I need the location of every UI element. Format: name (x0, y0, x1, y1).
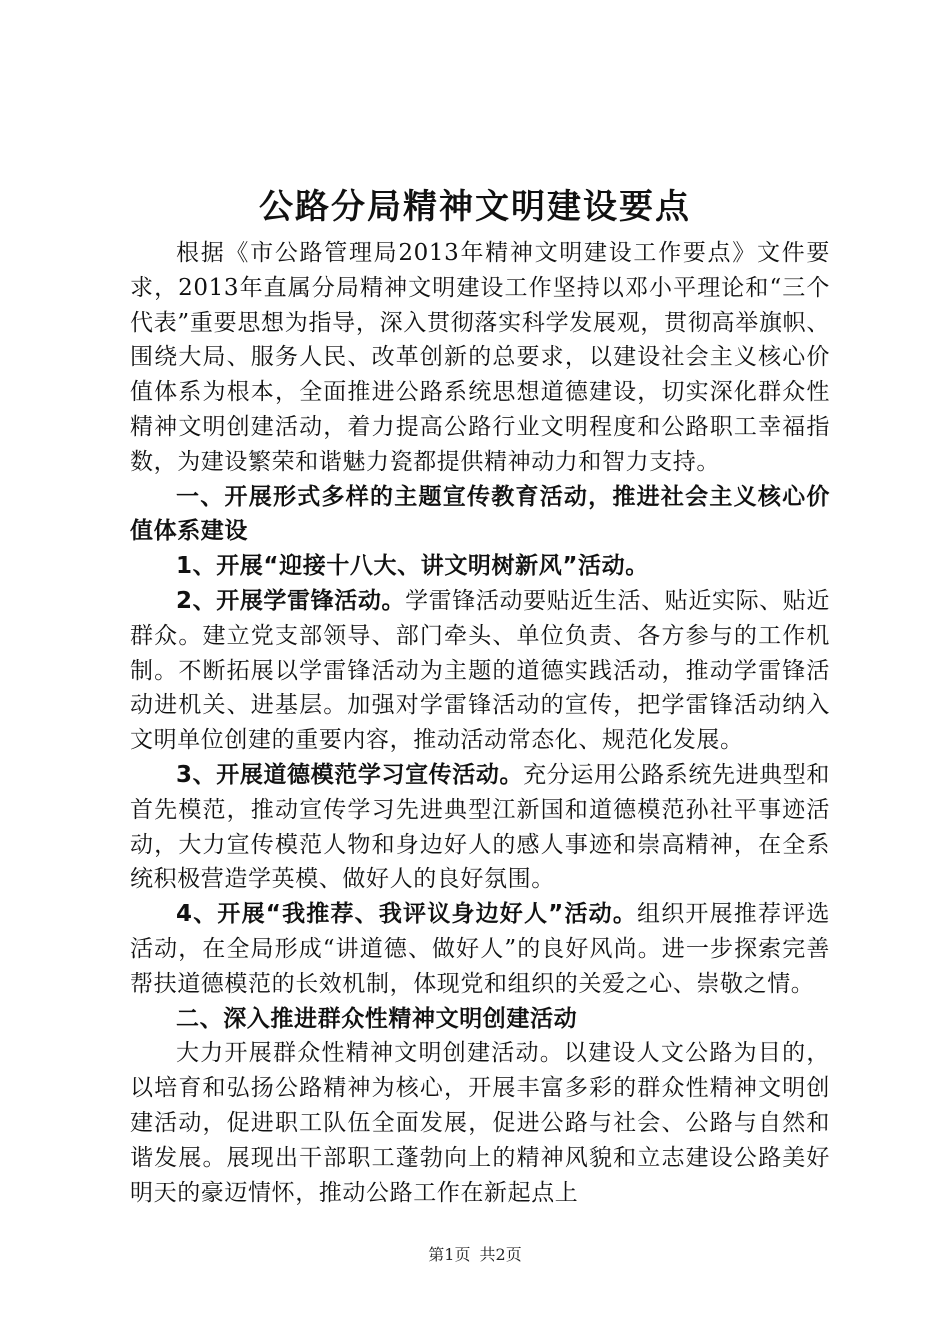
section-heading-1: 一、开展形式多样的主题宣传教育活动，推进社会主义核心价值体系建设 (130, 483, 830, 545)
item-heading-3: 3、开展道德模范学习宣传活动。 (176, 761, 524, 788)
page-total: 共2页 (479, 1245, 522, 1264)
item-paragraph-4 (130, 897, 830, 1001)
item-text-4: 组织开展推荐评选活动，在全局形成“讲道德、做好人”的良好风尚。进一步探索完善帮扶道德模范的长效机制，体现党和组织的关爱之心、崇敬之情。 (130, 901, 830, 997)
item-heading-4: 4、开展“我推荐、我评议身边好人”活动。 (176, 901, 638, 928)
item-text-3: 充分运用公路系统先进典型和首先模范，推动宣传学习先进典型江新国和道德模范孙社平事迹活动，大力宣传模范人物和身边好人的感人事迹和崇高精神，在全系统积极营造学英模、做好人的良好氛围。 (130, 761, 830, 893)
document-body (130, 236, 830, 1210)
item-text-2: 学雷锋活动要贴近生活、贴近实际、贴近群众。建立党支部领导、部门牵头、单位负责、各方参与的工作机制。不断拓展以学雷锋活动为主题的道德实践活动，推动学雷锋活动进机关、进基层。加强对学雷锋活动的宣传，把学雷锋活动纳入文明单位创建的重要内容，推动活动常态化、规范化发展。 (130, 587, 830, 754)
document-title: 公路分局精神文明建设要点 (259, 187, 691, 227)
intro-paragraph: 根据《市公路管理局2013年精神文明建设工作要点》文件要求，2013年直属分局精神文明建设工作坚持以邓小平理论和“三个代表”重要思想为指导，深入贯彻落实科学发展观，贯彻高举旗帜、围绕大局、服务人民、改革创新的总要求，以建设社会主义核心价值体系为根本，全面推进公路系统思想道德建设，切实深化群众性精神文明创建活动，着力提高公路行业文明程度和公路职工幸福指数，为建设繁荣和谐魅力瓷都提供精神动力和智力支持。 (130, 240, 830, 475)
item-paragraph-3 (130, 758, 830, 897)
section-paragraph-2: 大力开展群众性精神文明创建活动。以建设人文公路为目的，以培育和弘扬公路精神为核心，开展丰富多彩的群众性精神文明创建活动，促进职工队伍全面发展，促进公路与社会、公路与自然和谐发展。展现出干部职工蓬勃向上的精神风貌和立志建设公路美好明天的豪迈情怀，推动公路工作在新起点上 (130, 1040, 830, 1206)
section-heading-2: 二、深入推进群众性精神文明创建活动 (176, 1005, 578, 1032)
item-heading-1: 1、开展“迎接十八大、讲文明树新风”活动。 (176, 553, 649, 580)
item-paragraph-2 (130, 584, 830, 758)
page-number: 第1页 (428, 1245, 471, 1264)
item-heading-2: 2、开展学雷锋活动。 (176, 587, 406, 614)
page-footer (0, 1243, 950, 1267)
